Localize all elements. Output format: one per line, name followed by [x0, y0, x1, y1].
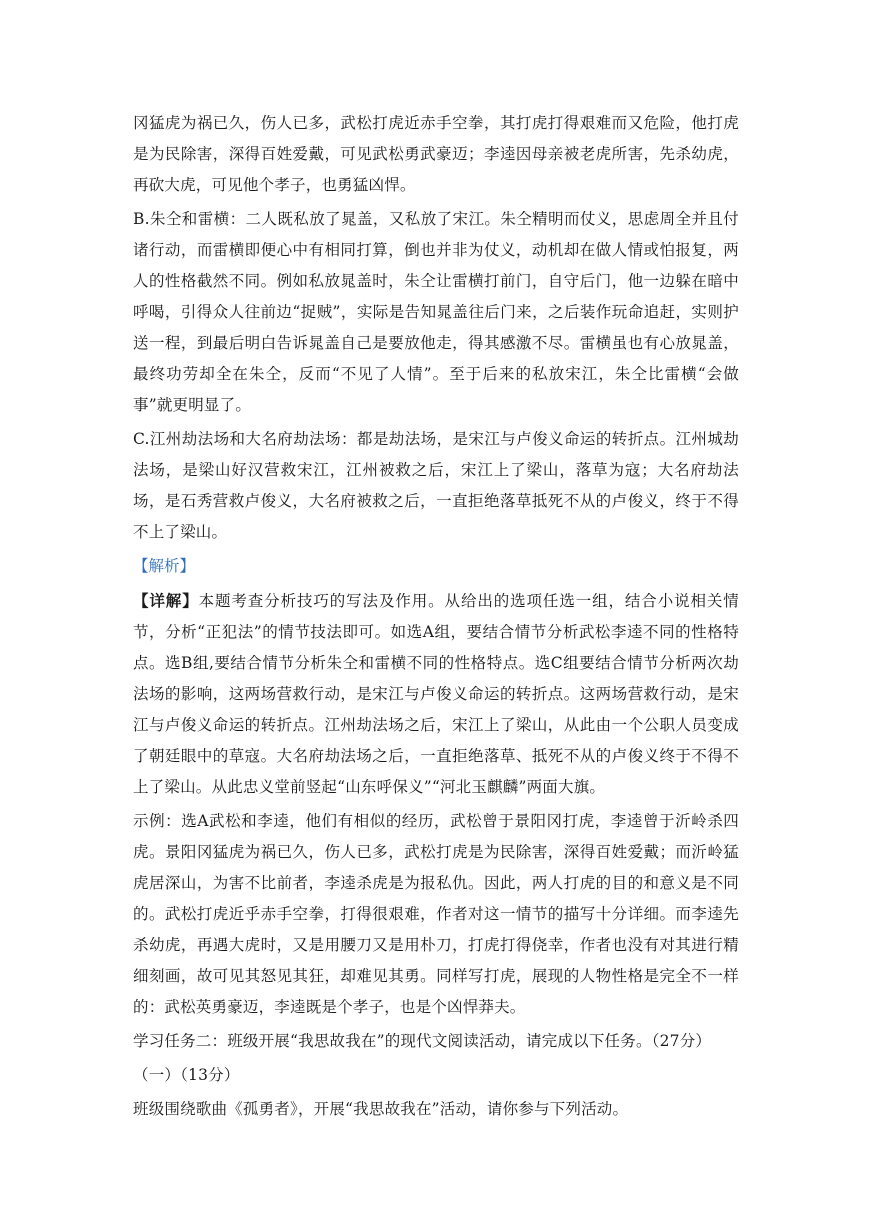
paragraph-example: 示例：选A武松和李逵，他们有相似的经历，武松曾于景阳冈打虎，李逵曾于沂岭杀四虎。景阳冈猛虎为祸已久，伤人已多，武松打虎是为民除害，深得百姓爱戴；而沂岭猛虎居深山，为害不比前者，李逵杀虎是为报私仇。因此，两人打虎的目的和意义是不同的。武松打虎近乎赤手空拳，打得很艰难，作者对这一情节的描写十分详细。而李逵先杀幼虎，再遇大虎时，又是用腰刀又是用朴刀，打虎打得侥幸，作者也没有对其进行精细刻画，故可见其怒见其狂，却难见其勇。同样写打虎，展现的人物性格是完全不一样的：武松英勇豪迈，李逵既是个孝子，也是个凶悍莽夫。 — [133, 812, 739, 1016]
paragraph-activity-intro: 班级围绕歌曲《孤勇者》，开展“我思故我在”活动，请你参与下列活动。 — [133, 1100, 629, 1118]
paragraph-option-b: B.朱仝和雷横：二人既私放了晁盖，又私放了宋江。朱仝精明而仗义，思虑周全并且付诸行动，而雷横即便心中有相同打算，倒也并非为仗义，动机却在做人情或怕报复，两人的性格截然不同。例如私放晁盖时，朱仝让雷横打前门，自守后门，他一边躲在暗中呼喝，引得众人往前边“捉贼”，实际是告知晁盖往后门来，之后装作玩命追赶，实则护送一程，到最后明白告诉晁盖自己是要放他走，得其感激不尽。雷横虽也有心放晁盖，最终功劳却全在朱仝，反而“不见了人情”。至于后来的私放宋江，朱仝比雷横“会做事”就更明显了。 — [133, 210, 739, 414]
analysis-heading: 【解析】 — [133, 557, 196, 575]
paragraph-detailed-explanation — [133, 585, 739, 803]
document-body — [133, 108, 739, 1128]
paragraph-task-two: 学习任务二：班级开展“我思故我在”的现代文阅读活动，请完成以下任务。（27分） — [133, 1032, 712, 1050]
paragraph-option-c: C.江州劫法场和大名府劫法场：都是劫法场，是宋江与卢俊义命运的转折点。江州城劫法场，是梁山好汉营救宋江，江州被救之后，宋江上了梁山，落草为寇；大名府劫法场，是石秀营救卢俊义，大名府被救之后，一直拒绝落草抵死不从的卢俊义，终于不得不上了梁山。 — [133, 430, 739, 541]
paragraph-wusong-likui-continued: 冈猛虎为祸已久，伤人已多，武松打虎近赤手空拳，其打虎打得艰难而又危险，他打虎是为民除害，深得百姓爱戴，可见武松勇武豪迈；李逵因母亲被老虎所害，先杀幼虎，再砍大虎，可见他个孝子，也勇猛凶悍。 — [133, 114, 739, 194]
paragraph-section-one: （一）（13分） — [133, 1066, 240, 1084]
detail-label: 【详解】 — [133, 591, 199, 610]
detail-text: 本题考查分析技巧的写法及作用。从给出的选项任选一组，结合小说相关情节，分析“正犯法”的情节技法即可。如选A组，要结合情节分析武松李逵不同的性格特点。选B组,要结合情节分析朱仝和雷横不同的性格特点。选C组要结合情节分析两次劫法场的影响，这两场营救行动，是宋江与卢俊义命运的转折点。这两场营救行动，是宋江与卢俊义命运的转折点。江州劫法场之后，宋江上了梁山，从此由一个公职人员变成了朝廷眼中的草寇。大名府劫法场之后，一直拒绝落草、抵死不从的卢俊义终于不得不上了梁山。从此忠义堂前竖起“山东呼保义”“河北玉麒麟”两面大旗。 — [133, 592, 739, 796]
